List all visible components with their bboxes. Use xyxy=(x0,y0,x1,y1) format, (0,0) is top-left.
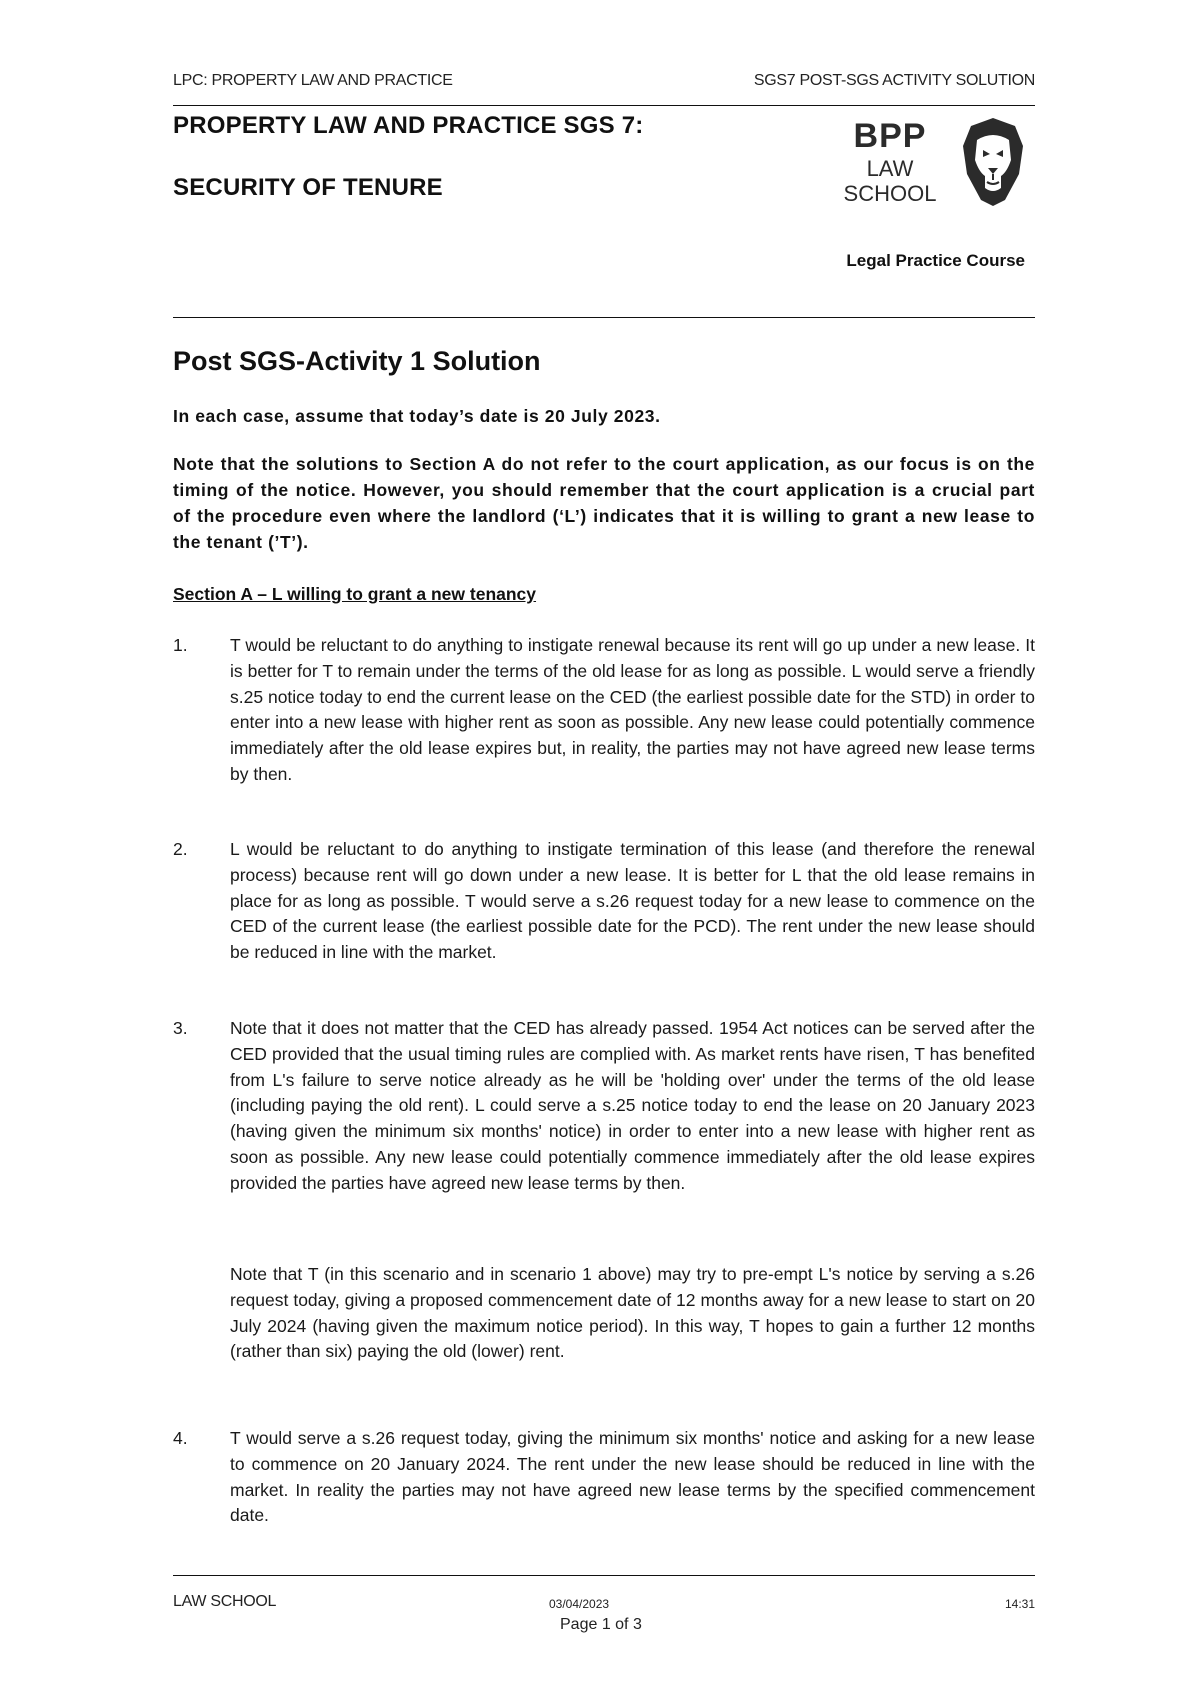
document-title-line-1: PROPERTY LAW AND PRACTICE SGS 7: xyxy=(173,112,644,139)
title-rule xyxy=(173,317,1035,318)
section-a-title: Section A – L willing to grant a new tenancy xyxy=(173,584,537,604)
header-document-title: SGS7 POST-SGS ACTIVITY SOLUTION xyxy=(753,72,1035,89)
document-title-line-2: SECURITY OF TENURE xyxy=(173,174,443,201)
footer-time: 14:31 xyxy=(1004,1597,1035,1611)
list-item-text: T would serve a s.26 request today, giving the minimum six months' notice and asking for a new lease to commence on 20 January 2024. The rent under the new lease should be reduced in line with the market. In reality the parties may not have agreed new lease terms by the specified commencement date. xyxy=(230,1428,1035,1526)
page-heading: Post SGS-Activity 1 Solution xyxy=(173,346,541,376)
document-page xyxy=(173,0,1035,1698)
course-label: Legal Practice Course xyxy=(846,251,1025,270)
header-rule xyxy=(173,105,1035,106)
footer-school-name: LAW SCHOOL xyxy=(173,1593,277,1610)
assumption-paragraph: In each case, assume that today’s date is 20 July 2023. xyxy=(173,406,661,426)
list-item-number: 4. xyxy=(173,1428,188,1448)
logo-school-text: SCHOOL xyxy=(843,181,937,206)
note-paragraph: Note that the solutions to Section A do not refer to the court application, as our focus is on the timing of the notice. However, you should remember that the court application is a crucial part of the procedure even where the landlord (‘L’) indicates that it is willing to grant a new lease to the tenant (’T’). xyxy=(173,454,1035,552)
list-item-note: Note that T (in this scenario and in scenario 1 above) may try to pre-empt L's notice by serving a s.26 request today, giving a proposed commencement date of 12 months away for a new lease to start on 20 July 2024 (having given the maximum notice period). In this way, T hopes to gain a further 12 months (rather than six) paying the old (lower) rent. xyxy=(230,1264,1035,1362)
list-item-number: 3. xyxy=(173,1018,188,1038)
list-item-text: L would be reluctant to do anything to instigate termination of this lease (and therefore the renewal process) because rent will go down under a new lease. It is better for L that the old lease remains in place for as long as possible. T would serve a s.26 request today for a new lease to commence on the CED of the current lease (the earliest possible date for the PCD). The rent under the new lease should be reduced in line with the market. xyxy=(230,839,1035,963)
list-item-number: 1. xyxy=(173,635,188,655)
footer-rule xyxy=(173,1575,1035,1576)
logo-wordmark xyxy=(835,116,945,206)
logo-bpp-text: BPP xyxy=(853,117,927,155)
bpp-law-school-logo xyxy=(835,116,1035,216)
header-course-title: LPC: PROPERTY LAW AND PRACTICE xyxy=(173,72,453,89)
page-number: Page 1 of 3 xyxy=(560,1616,642,1633)
footer-date: 03/04/2023 xyxy=(549,1597,610,1611)
logo-law-text: LAW xyxy=(866,156,914,181)
lion-head-icon xyxy=(961,116,1025,208)
running-header xyxy=(173,72,1035,90)
list-item-text: Note that it does not matter that the CED has already passed. 1954 Act notices can be served after the CED provided that the usual timing rules are complied with. As market rents have risen, T has benefited from L's failure to serve notice already as he will be 'holding over' under the terms of the old lease (including paying the old rent). L could serve a s.25 notice today to end the lease on 20 January 2023 (having given the minimum six months' notice) in order to enter into a new lease with higher rent as soon as possible. Any new lease could potentially commence immediately after the old lease expires provided the parties have agreed new lease terms by then. xyxy=(230,1018,1035,1193)
list-item-text: T would be reluctant to do anything to instigate renewal because its rent will go up under a new lease. It is better for T to remain under the terms of the old lease for as long as possible. L would serve a friendly s.25 notice today to end the current lease on the CED (the earliest possible date for the STD) in order to enter into a new lease with higher rent as soon as possible. Any new lease could potentially commence immediately after the old lease expires but, in reality, the parties may not have agreed new lease terms by then. xyxy=(230,635,1035,784)
list-item-number: 2. xyxy=(173,839,188,859)
